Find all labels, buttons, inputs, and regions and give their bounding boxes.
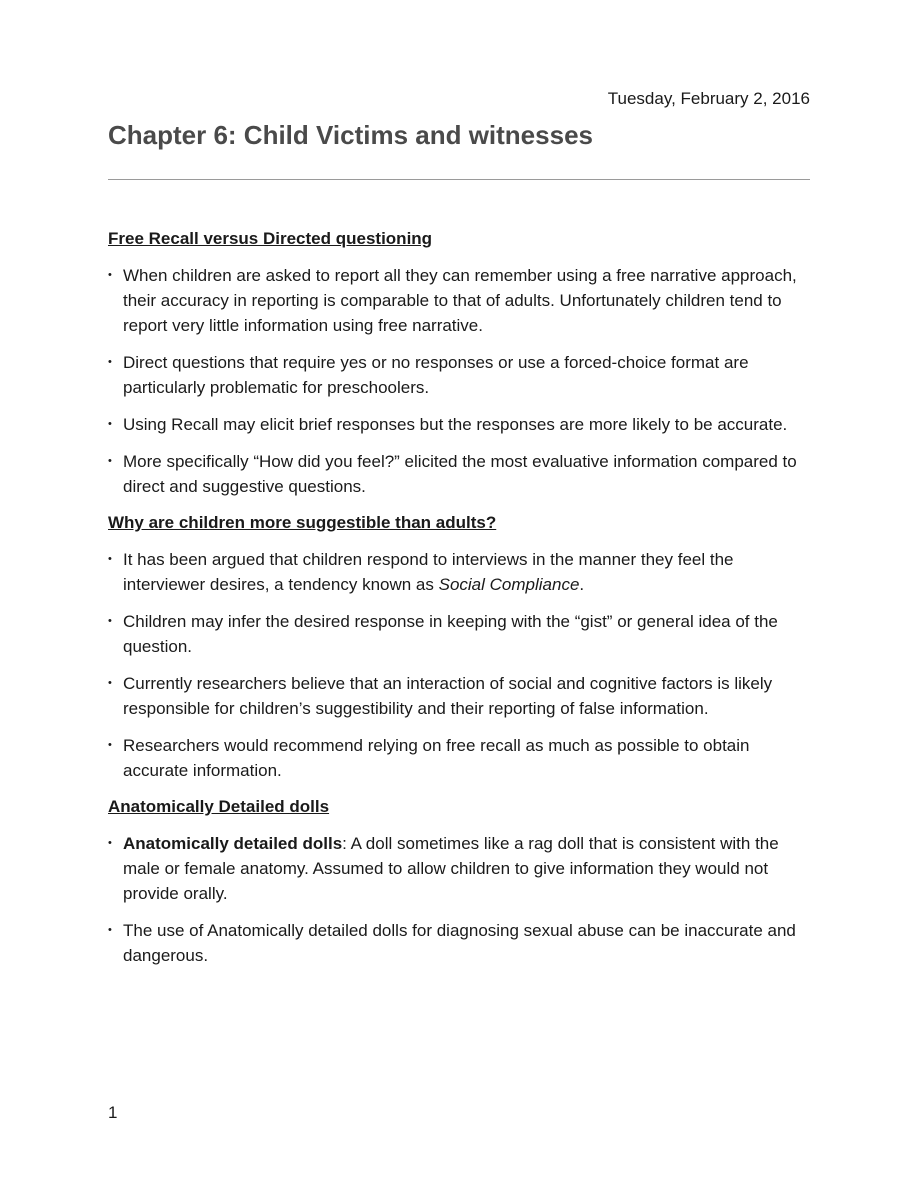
list-item <box>108 609 810 659</box>
page-title: Chapter 6: Child Victims and witnesses <box>108 120 593 150</box>
list-item <box>108 671 810 721</box>
bullet-icon: • <box>108 455 112 467</box>
bullet-icon: • <box>108 837 112 849</box>
bullet-icon: • <box>108 615 112 627</box>
bullet-text: : A doll sometimes like a rag doll that is consistent with the male or female anatomy. Assumed to allow children to give information they would not provide orally. <box>123 834 779 903</box>
list-item <box>108 733 810 783</box>
bullet-text: Researchers would recommend relying on free recall as much as possible to obtain accurate information. <box>123 736 750 780</box>
section-heading-free-recall: Free Recall versus Directed questioning <box>108 229 433 248</box>
bullet-list-suggestibility <box>108 547 810 783</box>
bullet-list-free-recall <box>108 263 810 499</box>
bullet-text: Currently researchers believe that an interaction of social and cognitive factors is likely responsible for children’s suggestibility and their reporting of false information. <box>123 674 773 718</box>
bullet-text: It has been argued that children respond to interviews in the manner they feel the interviewer desires, a tendency known as <box>123 550 734 594</box>
bullet-icon: • <box>108 677 112 689</box>
document-date: Tuesday, February 2, 2016 <box>607 89 810 108</box>
bullet-icon: • <box>108 553 112 565</box>
bullet-icon: • <box>108 356 112 368</box>
bullet-icon: • <box>108 924 112 936</box>
bullet-list-dolls <box>108 831 810 968</box>
list-item <box>108 350 810 400</box>
emphasis-term: Social Compliance <box>438 575 580 594</box>
bullet-text: Using Recall may elicit brief responses but the responses are more likely to be accurate. <box>123 415 788 434</box>
bullet-text-end: . <box>579 575 585 594</box>
page-number: 1 <box>108 1103 118 1122</box>
bullet-icon: • <box>108 269 112 281</box>
bullet-icon: • <box>108 418 112 430</box>
bullet-text: When children are asked to report all they can remember using a free narrative approach, their accuracy in reporting is comparable to that of adults. Unfortunately children tend to report very little information using free narrative. <box>123 266 797 335</box>
section-heading-dolls: Anatomically Detailed dolls <box>108 797 330 816</box>
list-item <box>108 412 810 437</box>
defined-term: Anatomically detailed dolls <box>123 834 343 853</box>
list-item <box>108 449 810 499</box>
section-heading-suggestibility: Why are children more suggestible than adults? <box>108 513 497 532</box>
title-divider <box>108 179 810 180</box>
bullet-text: The use of Anatomically detailed dolls for diagnosing sexual abuse can be inaccurate and dangerous. <box>123 921 796 965</box>
bullet-text: More specifically “How did you feel?” elicited the most evaluative information compared to direct and suggestive questions. <box>123 452 797 496</box>
list-item <box>108 547 810 597</box>
bullet-text: Direct questions that require yes or no responses or use a forced-choice format are particularly problematic for preschoolers. <box>123 353 749 397</box>
bullet-icon: • <box>108 739 112 751</box>
list-item <box>108 263 810 338</box>
document-body <box>108 227 810 980</box>
list-item <box>108 918 810 968</box>
list-item <box>108 831 810 906</box>
bullet-text: Children may infer the desired response in keeping with the “gist” or general idea of the question. <box>123 612 778 656</box>
